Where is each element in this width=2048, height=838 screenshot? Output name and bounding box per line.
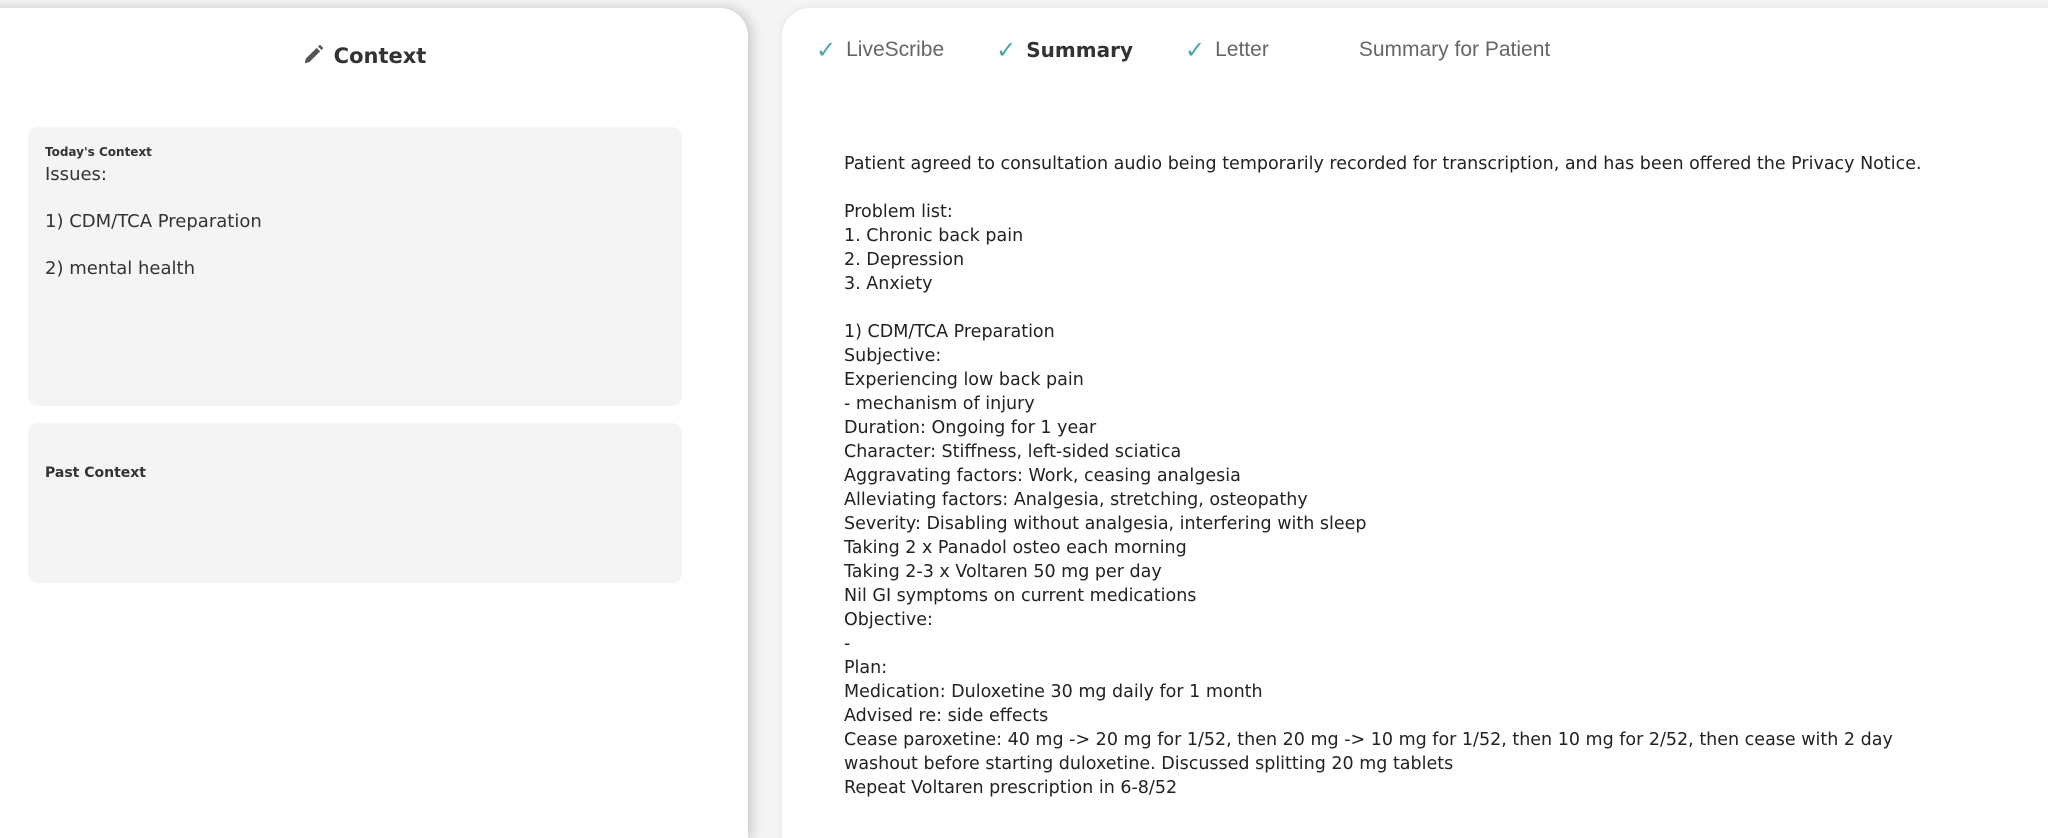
summary-line: Objective: [844, 610, 933, 630]
summary-line: - mechanism of injury [844, 394, 1035, 414]
summary-text[interactable] [844, 152, 2024, 800]
summary-line: Severity: Disabling without analgesia, interfering with sleep [844, 514, 1367, 534]
past-context-box[interactable] [28, 423, 682, 583]
tab-label: Letter [1215, 38, 1269, 61]
tab-summary-for-patient[interactable] [1359, 36, 1550, 64]
check-icon: ✓ [816, 36, 837, 64]
todays-context-box[interactable] [28, 127, 682, 406]
summary-line: Problem list: [844, 202, 953, 222]
summary-line: Experiencing low back pain [844, 370, 1084, 390]
summary-line: Subjective: [844, 346, 942, 366]
summary-line [844, 296, 2024, 320]
tab-livescribe[interactable] [816, 36, 944, 64]
summary-line: Taking 2 x Panadol osteo each morning [844, 538, 1187, 558]
issues-heading: Issues: [45, 164, 107, 185]
context-panel [0, 8, 748, 838]
summary-line: - [844, 634, 851, 654]
pencil-icon[interactable] [302, 44, 334, 68]
summary-line: Repeat Voltaren prescription in 6-8/52 [844, 778, 1178, 798]
context-title: Context [333, 44, 427, 68]
summary-line: 3. Anxiety [844, 274, 933, 294]
summary-line [844, 176, 2024, 200]
check-icon: ✓ [1185, 36, 1206, 64]
tab-bar [816, 36, 1602, 64]
tab-letter[interactable] [1185, 36, 1269, 64]
summary-line: Taking 2-3 x Voltaren 50 mg per day [844, 562, 1162, 582]
summary-line: Alleviating factors: Analgesia, stretching, osteopathy [844, 490, 1308, 510]
todays-context-label: Today's Context [45, 145, 152, 159]
check-icon: ✓ [996, 36, 1017, 64]
past-context-label: Past Context [45, 465, 147, 481]
summary-line: Nil GI symptoms on current medications [844, 586, 1197, 606]
summary-line: Aggravating factors: Work, ceasing analgesia [844, 466, 1241, 486]
summary-line: 1. Chronic back pain [844, 226, 1024, 246]
issue-item: 2) mental health [45, 258, 196, 279]
summary-line: Cease paroxetine: 40 mg -> 20 mg for 1/52, then 20 mg -> 10 mg for 1/52, then 10 mg for 2/52, then cease with 2 day [844, 730, 1893, 750]
summary-line: 2. Depression [844, 250, 965, 270]
tab-label: Summary [1026, 38, 1133, 62]
context-header [0, 44, 748, 68]
output-panel [782, 8, 2048, 838]
tab-label: Summary for Patient [1358, 38, 1551, 61]
summary-line: Patient agreed to consultation audio being temporarily recorded for transcription, and has been offered the Privacy Notice. [844, 154, 1922, 174]
tab-summary[interactable] [996, 36, 1133, 64]
todays-context-content[interactable] [45, 163, 262, 304]
tab-label: LiveScribe [846, 38, 945, 61]
summary-line: Character: Stiffness, left-sided sciatica [844, 442, 1182, 462]
summary-line: washout before starting duloxetine. Discussed splitting 20 mg tablets [844, 754, 1454, 774]
summary-line: Medication: Duloxetine 30 mg daily for 1 month [844, 682, 1263, 702]
summary-line: Duration: Ongoing for 1 year [844, 418, 1097, 438]
summary-line: Plan: [844, 658, 888, 678]
issue-item: 1) CDM/TCA Preparation [45, 211, 262, 232]
summary-line: 1) CDM/TCA Preparation [844, 322, 1055, 342]
summary-line: Advised re: side effects [844, 706, 1049, 726]
